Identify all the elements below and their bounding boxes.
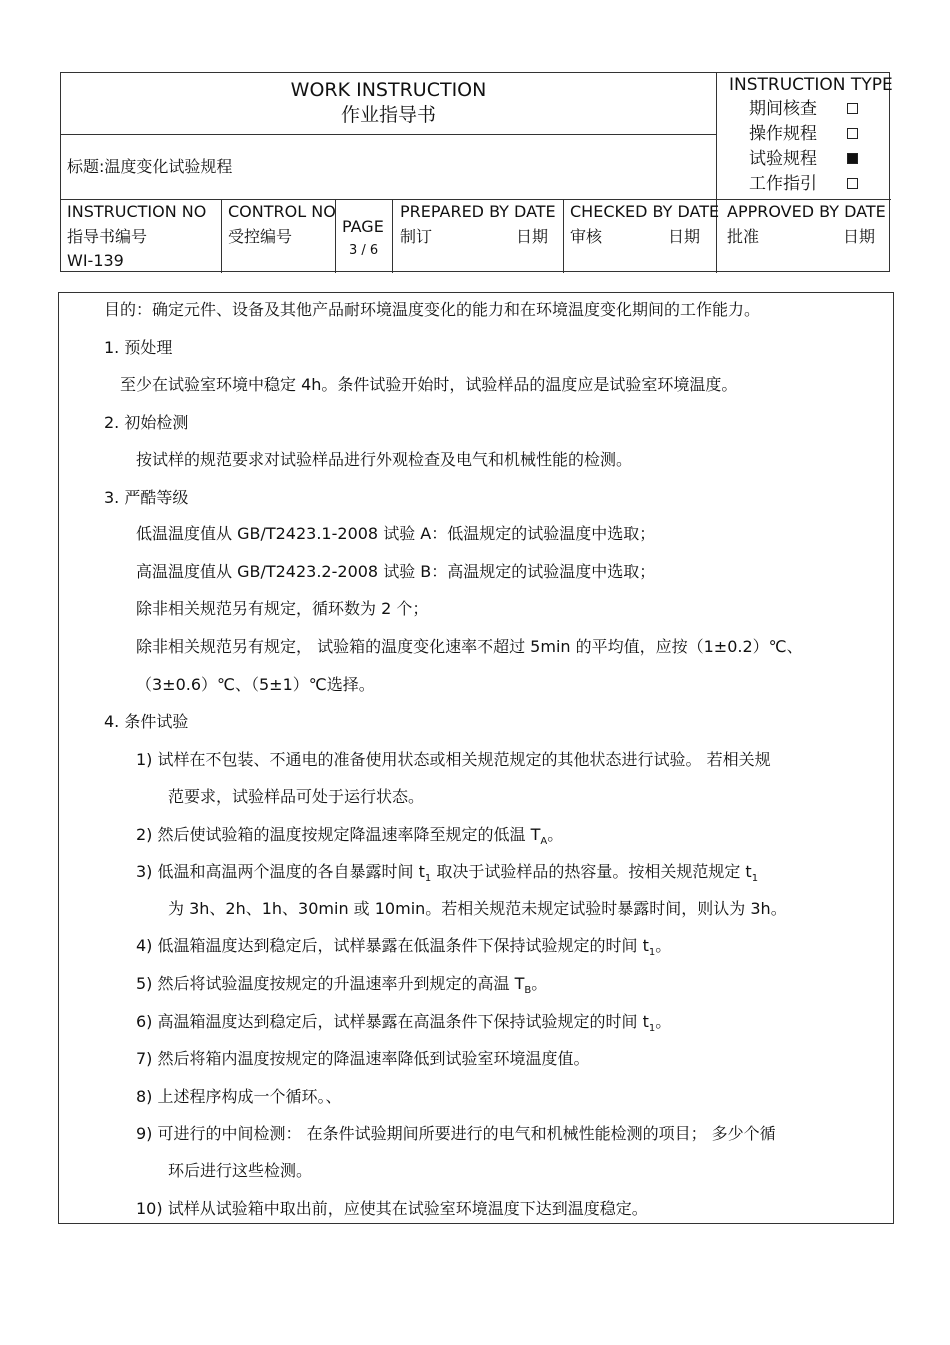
checked-en: CHECKED BY DATE (570, 202, 720, 221)
approved-cn2: 日期 (843, 227, 876, 246)
step-5-sub: B (524, 985, 532, 997)
instruction-no-cn: 指导书编号 (67, 227, 148, 246)
divider (392, 199, 393, 273)
section-3-line-4: 除非相关规范另有规定， 试验箱的温度变化速率不超过 5min 的平均值，应按（1±0.2）℃、 (136, 637, 803, 656)
section-1-text: 至少在试验室环境中稳定 4h。条件试验开始时，试验样品的温度应是试验室环境温度。 (120, 375, 738, 394)
prepared-cn1: 制订 (400, 227, 433, 246)
prepared-en: PREPARED BY DATE (400, 202, 556, 221)
section-3-line-1: 低温温度值从 GB/T2423.1-2008 试验 A：低温规定的试验温度中选取； (136, 524, 656, 543)
header-table (60, 72, 893, 272)
approved-cn1: 批准 (727, 227, 760, 246)
step-8: 8) 上述程序构成一个循环。、 (136, 1087, 342, 1106)
divider (563, 199, 564, 273)
step-4 (136, 936, 671, 963)
step-3-sub-a: 1 (424, 873, 432, 885)
divider (61, 199, 891, 200)
step-5-text: 5) 然后将试验温度按规定的升温速率升到规定的高温 T (136, 974, 525, 993)
type-option-4: 工作指引 (749, 174, 817, 194)
title-en: WORK INSTRUCTION (290, 79, 487, 101)
section-3-title: 3. 严酷等级 (104, 488, 189, 507)
step-2-end: 。 (547, 825, 564, 844)
checked-cn1: 审核 (570, 227, 603, 246)
step-3-line-a (136, 862, 758, 889)
divider (61, 134, 716, 135)
step-5 (136, 974, 547, 1001)
control-no-en: CONTROL NO (228, 202, 336, 221)
step-2-text: 2) 然后使试验箱的温度按规定降温速率降至规定的低温 T (136, 825, 541, 844)
prepared-cn2: 日期 (516, 227, 549, 246)
step-4-sub: 1 (648, 947, 656, 959)
section-1-title: 1. 预处理 (104, 338, 173, 357)
checkbox-3[interactable] (847, 153, 858, 164)
checkbox-2[interactable] (847, 128, 858, 139)
subject (67, 157, 232, 177)
checkbox-1[interactable] (847, 103, 858, 114)
instruction-no-en: INSTRUCTION NO (67, 202, 207, 221)
divider (221, 199, 222, 273)
divider (716, 73, 717, 199)
step-3-sub-b: 1 (751, 873, 759, 885)
instruction-type-label: INSTRUCTION TYPE (729, 75, 893, 95)
step-3-text-b: 取决于试验样品的热容量。按相关规范规定 t (431, 862, 752, 881)
step-9-line-b: 环后进行这些检测。 (168, 1161, 313, 1180)
section-3-line-5: （3±0.6）℃、（5±1）℃选择。 (136, 675, 375, 694)
step-7: 7) 然后将箱内温度按规定的降温速率降低到试验室环境温度值。 (136, 1049, 590, 1068)
type-option-1: 期间核查 (749, 99, 817, 119)
section-3-line-2: 高温温度值从 GB/T2423.2-2008 试验 B：高温规定的试验温度中选取； (136, 562, 656, 581)
instruction-no-value: WI-139 (67, 251, 124, 270)
step-5-end: 。 (531, 974, 548, 993)
step-6 (136, 1012, 671, 1039)
section-2-text: 按试样的规范要求对试验样品进行外观检查及电气和机械性能的检测。 (136, 450, 633, 469)
step-4-text: 4) 低温箱温度达到稳定后，试样暴露在低温条件下保持试验规定的时间 t (136, 936, 649, 955)
checkbox-4[interactable] (847, 178, 858, 189)
control-no-cn: 受控编号 (228, 227, 293, 246)
section-2-title: 2. 初始检测 (104, 413, 189, 432)
page-value: 3 / 6 (349, 243, 379, 258)
step-1-line-b: 范要求，试验样品可处于运行状态。 (168, 787, 425, 806)
section-3-line-3: 除非相关规范另有规定，循环数为 2 个； (136, 599, 429, 618)
step-1-line-a: 1) 试样在不包装、不通电的准备使用状态或相关规范规定的其他状态进行试验。 若相关规 (136, 750, 771, 769)
purpose: 目的：确定元件、设备及其他产品耐环境温度变化的能力和在环境温度变化期间的工作能力。 (104, 300, 761, 319)
section-4-title: 4. 条件试验 (104, 712, 189, 731)
type-option-2: 操作规程 (749, 124, 817, 144)
page-label: PAGE (342, 217, 384, 236)
step-9-line-a: 9) 可进行的中间检测： 在条件试验期间所要进行的电气和机械性能检测的项目； 多少个循 (136, 1124, 776, 1143)
title-cn: 作业指导书 (340, 104, 436, 126)
step-2 (136, 825, 563, 852)
step-4-end: 。 (655, 936, 672, 955)
subject-label: 标题: (67, 157, 105, 176)
type-option-3: 试验规程 (749, 149, 817, 169)
step-3-line-b: 为 3h、2h、1h、30min 或 10min。若相关规范未规定试验时暴露时间，则认为 3h。 (168, 899, 787, 918)
step-6-sub: 1 (648, 1023, 656, 1035)
step-3-text-a: 3) 低温和高温两个温度的各自暴露时间 t (136, 862, 425, 881)
step-10: 10) 试样从试验箱中取出前，应使其在试验室环境温度下达到温度稳定。 (136, 1199, 648, 1218)
step-6-end: 。 (655, 1012, 672, 1031)
subject-value: 温度变化试验规程 (104, 157, 233, 176)
checked-cn2: 日期 (668, 227, 701, 246)
step-2-sub: A (540, 836, 548, 848)
approved-en: APPROVED BY DATE (727, 202, 886, 221)
step-6-text: 6) 高温箱温度达到稳定后，试样暴露在高温条件下保持试验规定的时间 t (136, 1012, 649, 1031)
